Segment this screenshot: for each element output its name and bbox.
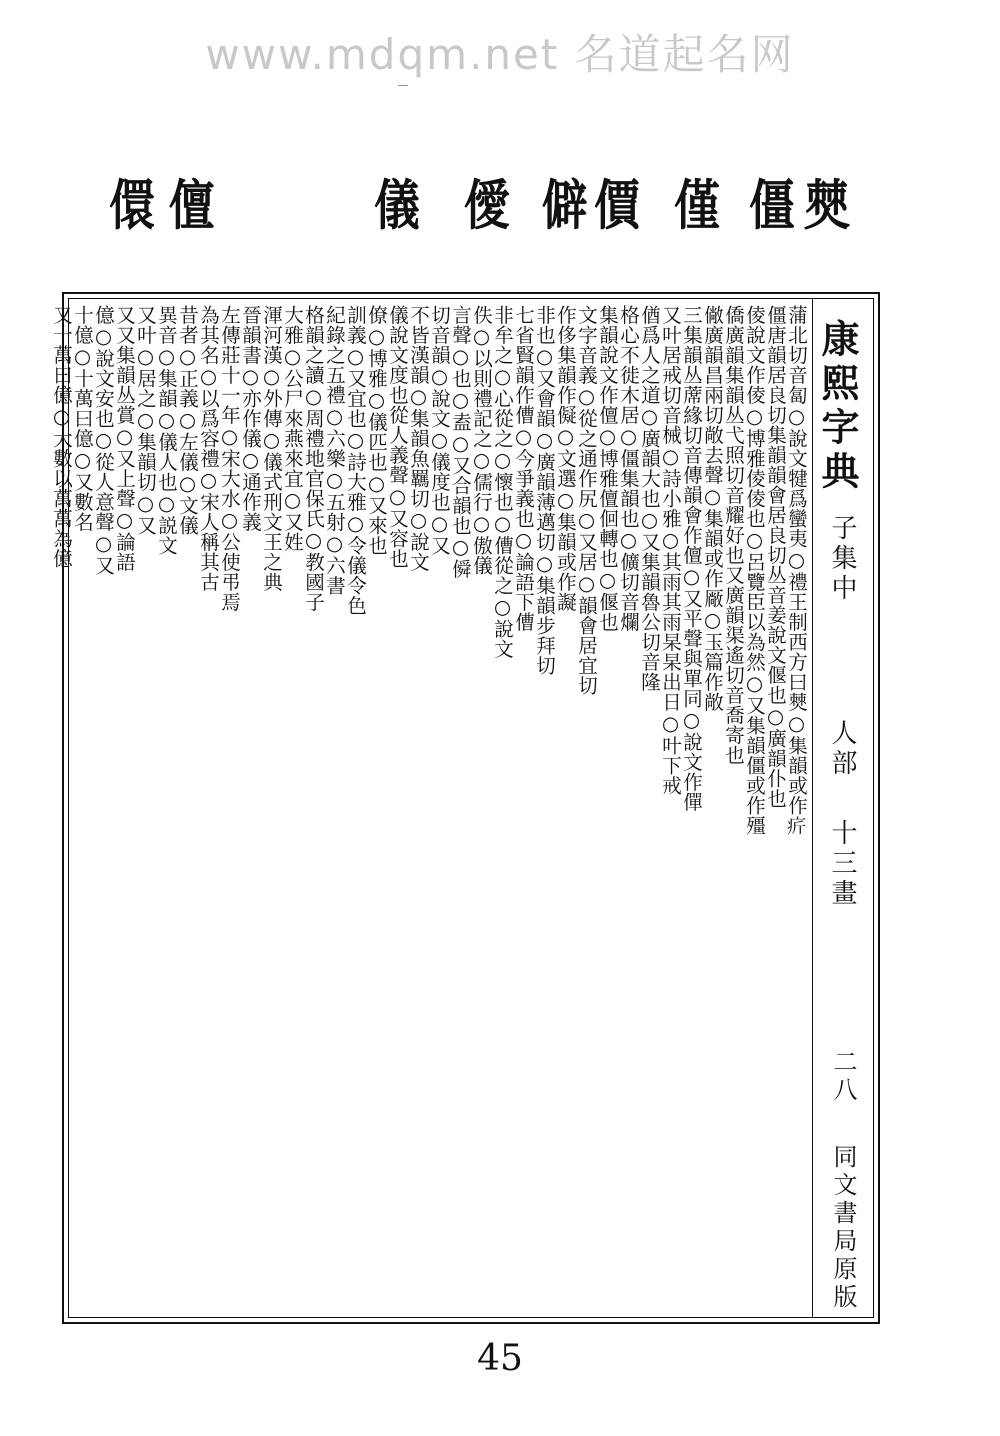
text-column: 又十萬曰億○大數以萬萬為億 [50,305,73,569]
seal-char-3: 僅 [674,173,720,237]
section-label: 子集中 [827,514,857,604]
text-column: 集韻說文作儃○博雅儃佪轉也○偃也 [596,305,619,632]
seal-char-7: 儀 [374,173,420,237]
page-frame [50,292,880,1324]
text-column: 作侈集韻作儗○文選○集韻或作譺 [554,305,577,612]
stroke-count-label: 十三畫 [827,819,857,909]
text-column: 七省賢韻作傮○今爭義也○論語下傮 [512,305,535,632]
page-index-label: 二八 [829,1049,857,1105]
text-column: 異音○集韻○儀人也○説文 [155,305,178,556]
text-column: 格心不徙木居○僵集韻也○儣切音爛 [617,305,640,632]
text-column: 紀錄之五禮○六樂○五射○六書 [323,305,346,596]
book-title: 康熙字典 [815,319,860,495]
seal-char-9: 儇 [109,173,155,237]
text-column: 渾河漢○外傳○儀式刑文王之典 [260,305,283,592]
text-column: 三集韻丛蓆緣切音傳韻會作儃○又平聲與單同○說文作僤 [680,305,703,812]
text-column: 文字音義○從之通作尻○又居○韻會居宜切 [575,305,598,696]
text-column: 格韻之讀○周禮地官保氏○教國子 [302,305,325,612]
page-number: 45 [477,1338,523,1379]
text-column: 僘廣韻昌兩切敞去聲○集韻或作厰○玉篇作敞 [701,305,724,712]
text-column: 又叶居戒切音械○詩小雅○其雨其雨杲杲出日○叶下戒 [659,305,682,796]
text-column: 為其名○以爲容禮○宋人稱其古 [197,305,220,592]
text-column: 偤爲人之道○廣韻大也○又集韻魯公切音隆 [638,305,661,692]
text-column: 佚○以則禮記之○儒行○傲儀 [470,305,493,576]
text-column: 非牟之○心從之○懷也○傮從之○說文 [491,305,514,659]
inner-frame [50,298,874,1318]
text-column: 蒲北切音匐○說文犍爲蠻夷○禮王制西方曰僰○集韻或作𤴾 [785,305,808,836]
text-column: 切音韻○說文○儀度也○又 [428,305,451,556]
text-column: 儀說文度也從人義聲○又容也 [386,305,409,569]
text-column: 十億○十萬曰億○又數名 [71,305,94,532]
seal-char-8: 儃 [169,173,215,237]
seal-char-4: 價 [594,173,640,237]
text-column: 昔者○正義○左儀○文儀 [176,305,199,536]
text-column: 億○說文安也○從人意聲○又 [92,305,115,576]
text-column: 又叶○居之○集韻切○又 [134,305,157,536]
text-column: 言聲○也○盍○又合韻也○僢 [449,305,472,579]
watermark-text: www.mdqm.net 名道起名网 [205,30,795,79]
seal-script-row [0,173,1000,258]
seal-char-6: 僾 [464,173,510,237]
seal-char-2: 僵 [749,173,795,237]
text-column: 僵唐韻居良切集韻韻會居良切丛音姜說文偃也○廣韻仆也 [764,305,787,809]
text-column: 左傳莊十一年○宋大水○公使弔焉 [218,305,241,612]
text-column: 不皆漢韻○集韻魚羈切○說文 [407,305,430,572]
text-column: 晉韻書○亦作儀○通作義 [239,305,262,532]
text-column: 訓義○又宜也○詩大雅○令儀令色 [344,305,367,616]
text-column: 僚○博雅○儀匹也○又來也 [365,305,388,556]
text-column: 大雅○公尸來燕來宜○又姓 [281,305,304,552]
dictionary-body [50,305,808,1311]
header-column [812,299,873,1317]
text-column: 倰說文作倰○博雅倰倰也○呂覽臣以為然○又集韻僵或作殭 [743,305,766,836]
text-column: 僑廣韻集韻丛弋照切音耀好也又廣韻渠遙切音喬寄也 [722,305,745,765]
divider [398,85,408,86]
text-column: 又又集韻丛賞○又上聲○論語 [113,305,136,572]
publisher-label: 同文書局原版 [829,1144,857,1312]
seal-char-1: 僰 [804,173,850,237]
text-column: 非也○又會韻○廣韻薄邁切○集韻步拜切 [533,305,556,676]
radical-label: 人部 [827,719,857,779]
seal-char-5: 僻 [542,173,588,237]
